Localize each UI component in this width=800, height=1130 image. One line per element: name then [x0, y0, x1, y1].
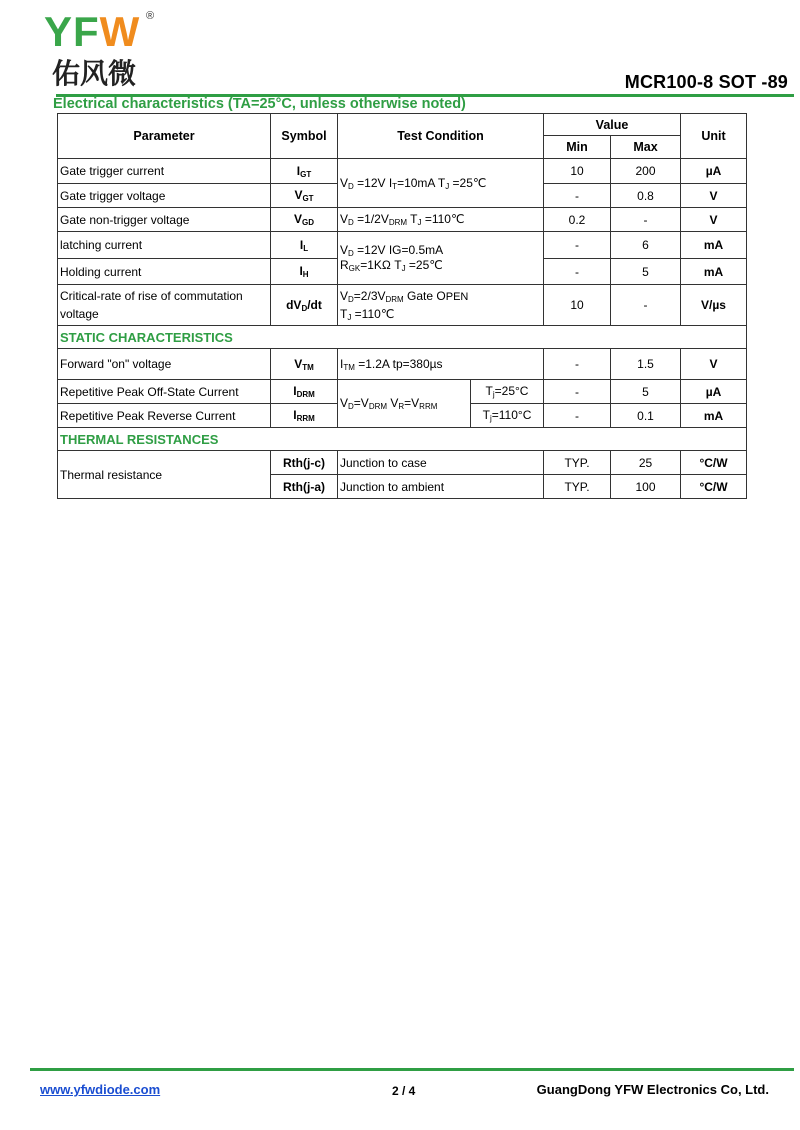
- symbol-ih: $I_H$: [271, 259, 338, 285]
- section-title: Electrical characteristics (TA=25°C, unless otherwise noted): [53, 96, 466, 112]
- min-rthja: TYP.: [544, 475, 611, 499]
- section-static-label: STATIC CHARACTERISTICS: [58, 326, 747, 349]
- table-row: [58, 451, 747, 475]
- header-symbol: Symbol: [271, 114, 338, 159]
- registered-mark: ®: [146, 10, 155, 22]
- param-ih: Holding current: [58, 259, 271, 285]
- condition-idrm-irrm: $V_D=V_{DRM}$ $V_R=V_{RRM}$: [338, 380, 471, 428]
- tj-idrm: $T_j=25^\circ C$: [471, 380, 544, 404]
- table-row: [58, 208, 747, 232]
- min-il: -: [544, 232, 611, 259]
- unit-irrm: mA: [681, 404, 747, 428]
- min-vtm: -: [544, 349, 611, 380]
- max-irrm: 0.1: [611, 404, 681, 428]
- param-vgd: Gate non-trigger voltage: [58, 208, 271, 232]
- param-igt: Gate trigger current: [58, 159, 271, 184]
- symbol-irrm: $I_{RRM}$: [271, 404, 338, 428]
- max-il: 6: [611, 232, 681, 259]
- section-thermal-label: THERMAL RESISTANCES: [58, 428, 747, 451]
- symbol-vgd: $V_{GD}$: [271, 208, 338, 232]
- header-min: Min: [544, 136, 611, 159]
- table-row: [58, 349, 747, 380]
- unit-idrm: µA: [681, 380, 747, 404]
- section-row-static: [58, 326, 747, 349]
- min-igt: 10: [544, 159, 611, 184]
- symbol-rthjc: Rth(j-c): [271, 451, 338, 475]
- unit-dvdt: V/µs: [681, 285, 747, 326]
- header-max: Max: [611, 136, 681, 159]
- max-idrm: 5: [611, 380, 681, 404]
- max-rthjc: 25: [611, 451, 681, 475]
- condition-dvdt: $V_D=2/3V_{DRM}$ Gate OPEN $T_J$ =110℃: [338, 285, 544, 326]
- symbol-igt: $I_{GT}$: [271, 159, 338, 184]
- table-header-row: [58, 114, 747, 136]
- condition-igt-vgt: $V_D =12V$ $I_T=10mA$ $T_J$ =25℃: [338, 159, 544, 208]
- symbol-idrm: $I_{DRM}$: [271, 380, 338, 404]
- page-number: 2 / 4: [392, 1084, 416, 1098]
- part-number: MCR100-8 SOT -89: [624, 72, 788, 92]
- param-irrm: Repetitive Peak Reverse Current: [58, 404, 271, 428]
- max-rthja: 100: [611, 475, 681, 499]
- max-ih: 5: [611, 259, 681, 285]
- max-dvdt: -: [611, 285, 681, 326]
- condition-rthja: Junction to ambient: [338, 475, 544, 499]
- unit-rthja: °C/W: [681, 475, 747, 499]
- max-igt: 200: [611, 159, 681, 184]
- table-row: [58, 285, 747, 326]
- company-name: GuangDong YFW Electronics Co, Ltd.: [536, 1082, 769, 1097]
- min-vgd: 0.2: [544, 208, 611, 232]
- symbol-vgt: $V_{GT}$: [271, 184, 338, 208]
- min-rthjc: TYP.: [544, 451, 611, 475]
- unit-il: mA: [681, 232, 747, 259]
- unit-vgd: V: [681, 208, 747, 232]
- unit-rthjc: °C/W: [681, 451, 747, 475]
- condition-rthjc: Junction to case: [338, 451, 544, 475]
- condition-vtm: $I_{TM} =1.2A$ tp=380µs: [338, 349, 544, 380]
- website-link[interactable]: www.yfwdiode.com: [40, 1082, 161, 1097]
- min-dvdt: 10: [544, 285, 611, 326]
- min-idrm: -: [544, 380, 611, 404]
- table-row: [58, 232, 747, 259]
- unit-vgt: V: [681, 184, 747, 208]
- header-parameter: Parameter: [58, 114, 271, 159]
- header-value: Value: [544, 114, 681, 136]
- table-row: [58, 380, 747, 404]
- header-test-condition: Test Condition: [338, 114, 544, 159]
- symbol-rthja: Rth(j-a): [271, 475, 338, 499]
- max-vtm: 1.5: [611, 349, 681, 380]
- param-vtm: Forward "on" voltage: [58, 349, 271, 380]
- min-vgt: -: [544, 184, 611, 208]
- footer-divider: [30, 1068, 794, 1071]
- unit-ih: mA: [681, 259, 747, 285]
- section-row-thermal: [58, 428, 747, 451]
- condition-il-ih: $V_D =12V$ IG=0.5mA $R_{GK}=1K\Omega$ $T_J$ =25℃: [338, 232, 544, 285]
- company-logo: [44, 10, 174, 90]
- param-idrm: Repetitive Peak Off-State Current: [58, 380, 271, 404]
- param-thermal: Thermal resistance: [58, 451, 271, 499]
- header-unit: Unit: [681, 114, 747, 159]
- condition-vgd: $V_D =1/2V_{DRM}$ $T_J$ =110℃: [338, 208, 544, 232]
- symbol-il: $I_L$: [271, 232, 338, 259]
- table-row: [58, 159, 747, 184]
- param-vgt: Gate trigger voltage: [58, 184, 271, 208]
- min-ih: -: [544, 259, 611, 285]
- electrical-characteristics-table: [57, 113, 747, 499]
- min-irrm: -: [544, 404, 611, 428]
- param-dvdt: Critical-rate of rise of commutation voltage: [58, 285, 271, 326]
- param-il: latching current: [58, 232, 271, 259]
- symbol-dvdt: $dV_D/dt$: [271, 285, 338, 326]
- max-vgd: -: [611, 208, 681, 232]
- logo-chinese-text: 佑风微: [52, 57, 137, 90]
- max-vgt: 0.8: [611, 184, 681, 208]
- tj-irrm: $T_j=110^\circ C$: [471, 404, 544, 428]
- symbol-vtm: $V_{TM}$: [271, 349, 338, 380]
- unit-igt: µA: [681, 159, 747, 184]
- logo-wordmark: YFW: [44, 8, 141, 55]
- unit-vtm: V: [681, 349, 747, 380]
